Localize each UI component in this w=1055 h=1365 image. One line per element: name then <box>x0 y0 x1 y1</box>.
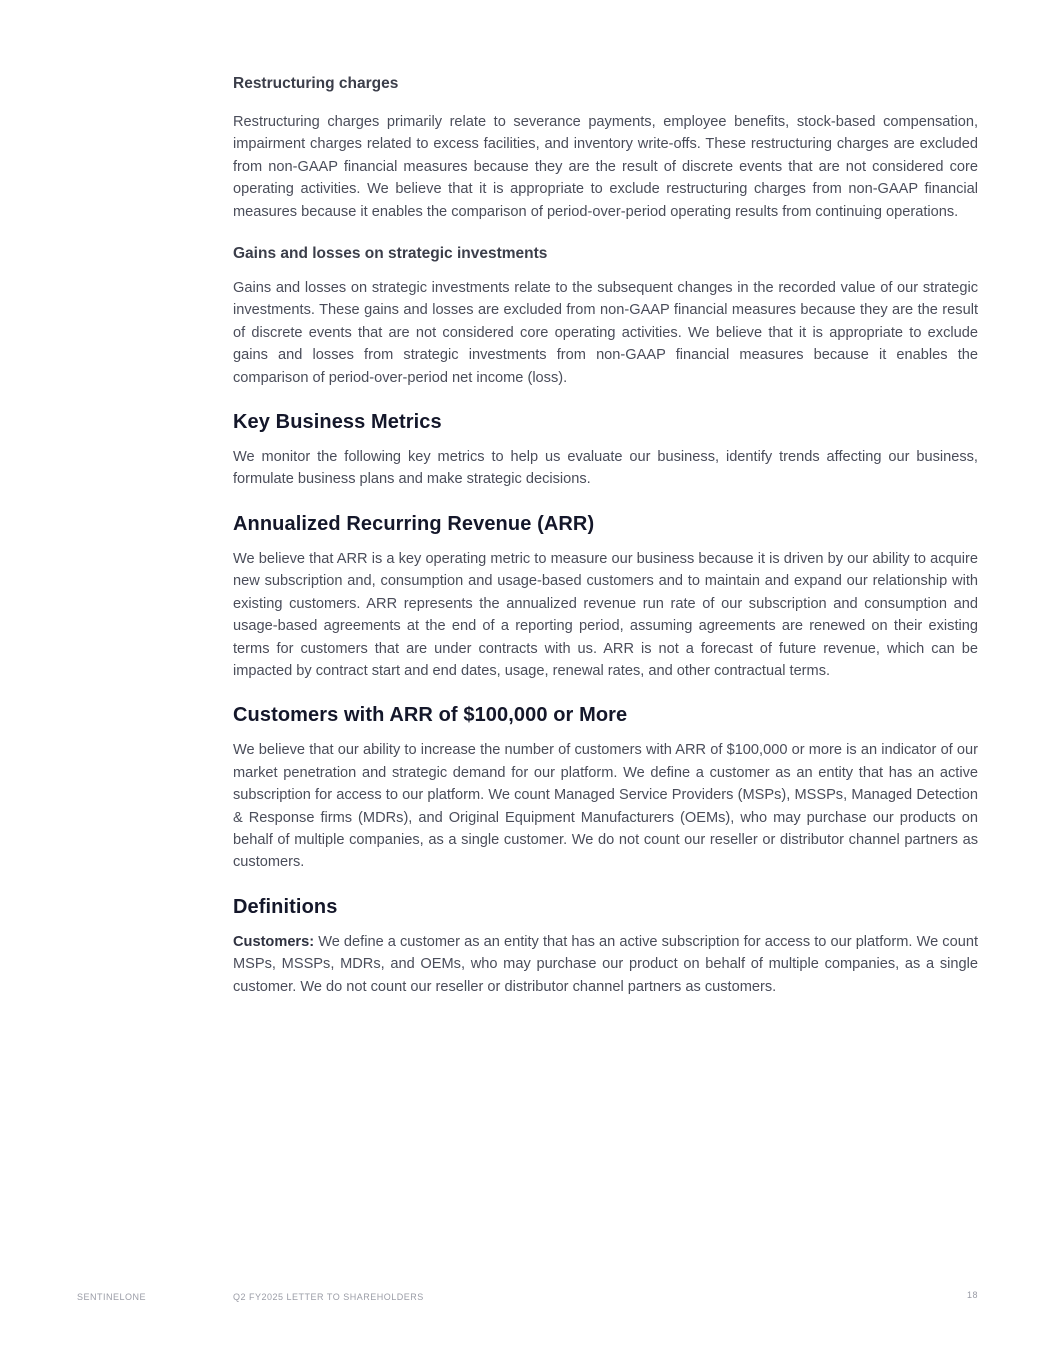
footer-page-number: 18 <box>966 1290 978 1300</box>
customers-100k-heading: Customers with ARR of $100,000 or More <box>233 704 628 727</box>
key-metrics-paragraph: We monitor the following key metrics to help us evaluate our business, identify trends affecting our business, formulate business plans and make strategic decisions. <box>233 449 978 488</box>
gains-losses-heading: Gains and losses on strategic investments <box>233 245 548 263</box>
customers-term: Customers: <box>233 933 315 950</box>
footer-company: SENTINELONE <box>77 1292 147 1302</box>
customers-100k-paragraph: We believe that our ability to increase the number of customers with ARR of $100,000 or more is an indicator of our market penetration and strategic demand for our platform. We define a customer as an entity that has an active subscription for access to our platform. We count Managed Service Providers (MSPs), MSSPs, Managed Detection & Response firms (MDRs), and Original Equipment Manufacturers (OEMs), who may purchase our products on behalf of multiple companies, as a single customer. We do not count our reseller or distributor channel partners as customers. <box>233 742 978 871</box>
restructuring-paragraph: Restructuring charges primarily relate to severance payments, employee benefits, stock-based compensation, impairment charges related to excess facilities, and inventory write-offs. These restructuring charges are excluded from non-GAAP financial measures because they are the result of discrete events that are not considered core operating activities. We believe that it is appropriate to exclude restructuring charges from non-GAAP financial measures because it enables the comparison of period-over-period operating results from continuing operations. <box>233 114 978 220</box>
definitions-paragraph <box>233 931 978 998</box>
definitions-heading: Definitions <box>233 895 338 918</box>
gains-losses-paragraph: Gains and losses on strategic investments relate to the subsequent changes in the recorded value of our strategic investments. These gains and losses are excluded from non-GAAP financial measures because they are the result of discrete events that are not considered core operating activities. We believe that it is appropriate to exclude gains and losses from strategic investments from non-GAAP financial measures because it enables the comparison of period-over-period net income (loss). <box>233 280 978 386</box>
footer-document-title: Q2 FY2025 LETTER TO SHAREHOLDERS <box>233 1292 424 1302</box>
customers-definition: We define a customer as an entity that has an active subscription for access to our platform. We count MSPs, MSSPs, MDRs, and OEMs, who may purchase our product on behalf of multiple companies, as a single customer. We do not count our reseller or distributor channel partners as customers. <box>233 933 978 995</box>
key-metrics-heading: Key Business Metrics <box>233 411 442 434</box>
page-content <box>233 72 978 998</box>
arr-heading: Annualized Recurring Revenue (ARR) <box>233 512 595 535</box>
arr-paragraph: We believe that ARR is a key operating metric to measure our business because it is driven by our ability to acquire new subscription and, consumption and usage-based customers and to maintain and expand our relationship with existing customers. ARR represents the annualized revenue run rate of our subscription and consumption and usage-based agreements at the end of a reporting period, assuming agreements are renewed on their existing terms for customers that are under contracts with us. ARR is not a forecast of future revenue, which can be impacted by contract start and end dates, usage, renewal rates, and other contractual terms. <box>233 550 978 679</box>
restructuring-heading: Restructuring charges <box>233 75 399 92</box>
